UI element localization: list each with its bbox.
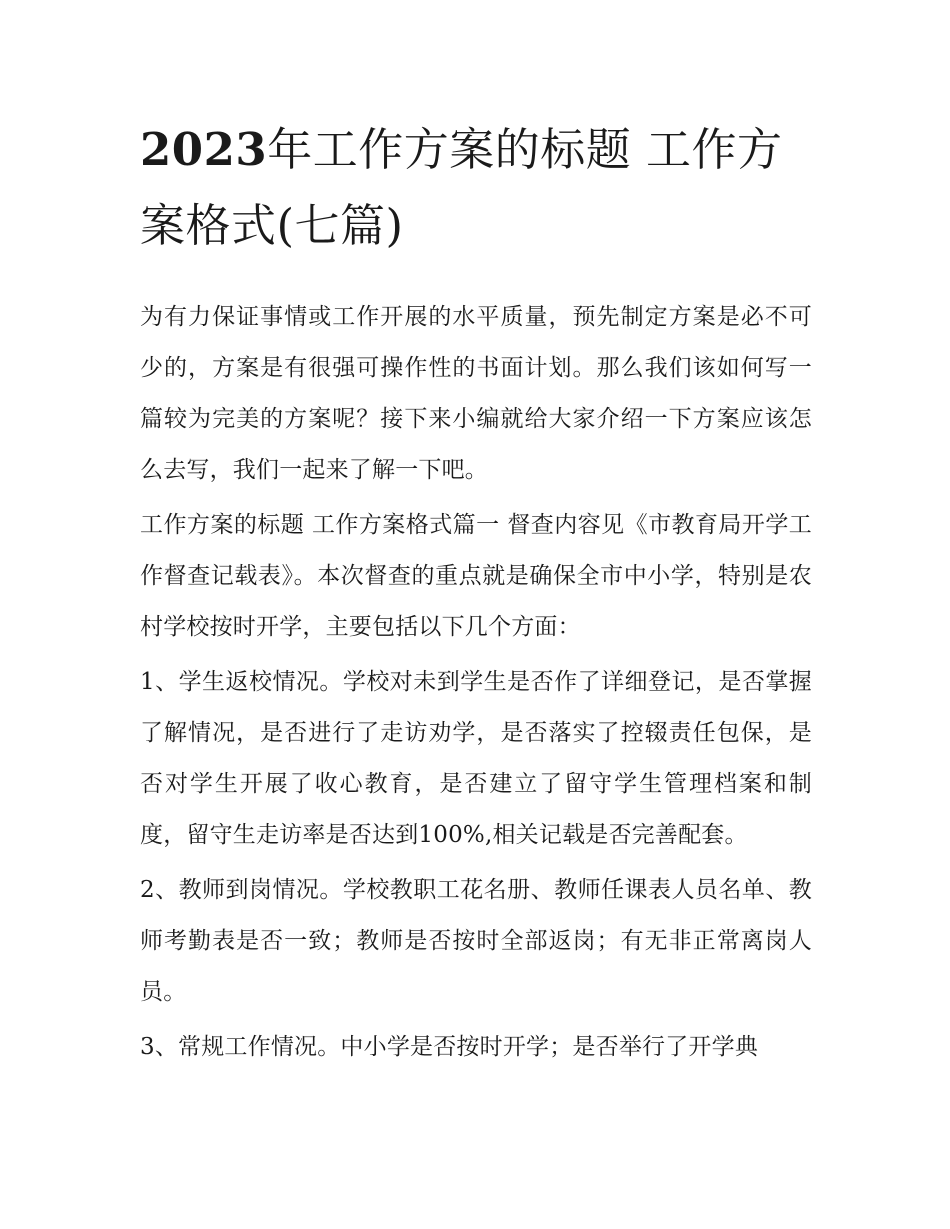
list-item-student-return: 1、学生返校情况。学校对未到学生是否作了详细登记，是否掌握了解情况，是否进行了走访劝学，是否落实了控辍责任包保，是否对学生开展了收心教育，是否建立了留守学生管理档案和制度，留守生走访率是否达到100%,相关记载是否完善配套。 <box>140 669 812 848</box>
intro-paragraph: 为有力保证事情或工作开展的水平质量，预先制定方案是必不可少的，方案是有很强可操作性的书面计划。那么我们该如何写一篇较为完美的方案呢？接下来小编就给大家介绍一下方案应该怎么去写，我们一起来了解一下吧。 <box>140 304 812 483</box>
document-page <box>140 112 812 1073</box>
title-text: 年工作方案的标题 工作方案格式(七篇) <box>140 123 783 252</box>
body-paragraph-section-one: 工作方案的标题 工作方案格式篇一 督查内容见《市教育局开学工作督查记载表》。本次督查的重点就是确保全市中小学，特别是农村学校按时开学，主要包括以下几个方面： <box>140 512 812 640</box>
document-title <box>140 112 812 264</box>
title-year: 2023 <box>140 123 268 176</box>
list-item-teacher-attendance: 2、教师到岗情况。学校教职工花名册、教师任课表人员名单、教师考勤表是否一致；教师是否按时全部返岗；有无非正常离岗人员。 <box>140 877 812 1005</box>
list-item-routine-work: 3、常规工作情况。中小学是否按时开学；是否举行了开学典 <box>140 1034 759 1060</box>
